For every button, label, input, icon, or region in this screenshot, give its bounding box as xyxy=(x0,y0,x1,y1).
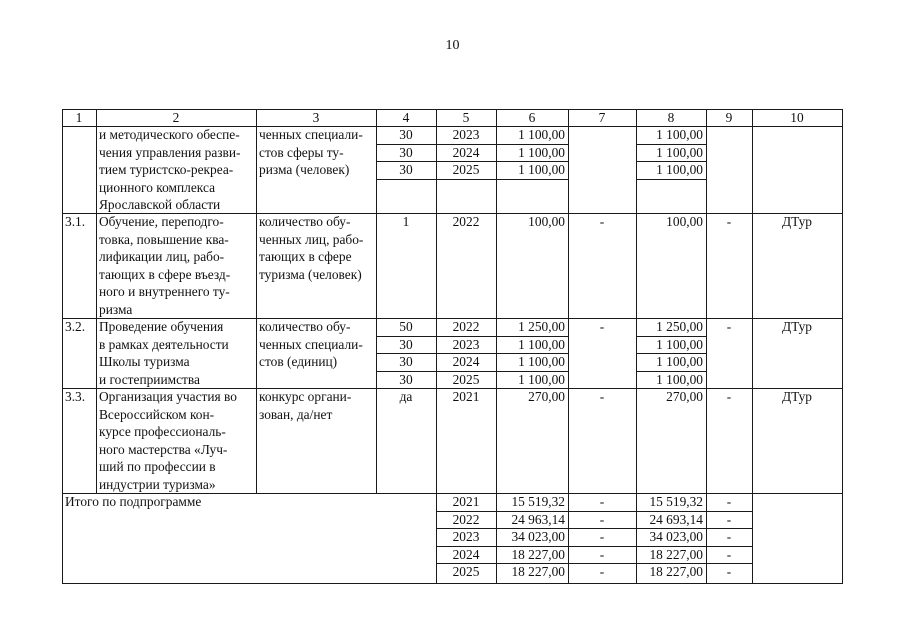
total-federal-cell: - xyxy=(599,529,605,544)
total-funding-cell: 270,00 xyxy=(528,389,565,404)
federal-funding-cell xyxy=(568,353,636,371)
regional-funding-cell: 1 100,00 xyxy=(656,336,703,352)
activity-name-line: Всероссийском кон- xyxy=(99,406,215,422)
indicator-line: ченных специали- xyxy=(259,127,363,142)
column-header: 6 xyxy=(528,110,536,125)
total-year-cell: 2023 xyxy=(452,529,480,544)
column-header: 7 xyxy=(598,110,606,125)
regional-funding-cell: 100,00 xyxy=(666,214,703,229)
federal-funding-cell xyxy=(568,336,636,354)
activity-name-line: курсе профессиональ- xyxy=(99,424,226,439)
indicator-line: туризма (человек) xyxy=(259,266,362,282)
total-regional-cell: 18 227,00 xyxy=(649,546,703,562)
regional-funding-cell: 1 100,00 xyxy=(656,127,703,142)
total-sum-cell: 34 023,00 xyxy=(511,529,565,544)
total-federal-cell: - xyxy=(599,564,605,579)
grid-line xyxy=(568,213,569,319)
indicator-value: да xyxy=(399,389,413,404)
grid-line xyxy=(62,109,843,110)
indicator-line: зован, да/нет xyxy=(259,406,333,422)
total-funding-cell: 1 100,00 xyxy=(518,371,565,387)
grid-line xyxy=(706,318,707,389)
grid-line xyxy=(706,388,707,494)
year-cell: 2024 xyxy=(452,354,480,369)
grid-line xyxy=(256,213,257,319)
other-funding-cell xyxy=(706,336,752,354)
grid-line xyxy=(568,318,569,389)
year-cell: 2023 xyxy=(452,127,480,142)
total-other-cell: - xyxy=(726,546,732,562)
column-header: 3 xyxy=(312,110,320,125)
regional-funding-cell: 270,00 xyxy=(666,389,703,404)
grid-line xyxy=(62,493,63,584)
indicator-line: тающих в сфере xyxy=(259,249,352,264)
year-cell: 2022 xyxy=(452,214,480,229)
total-other-cell: - xyxy=(726,511,732,527)
grid-line xyxy=(636,109,637,127)
total-year-cell: 2021 xyxy=(452,494,480,509)
federal-funding-cell xyxy=(568,126,636,144)
grid-line xyxy=(496,318,497,389)
grid-line xyxy=(436,318,437,389)
column-header: 2 xyxy=(172,110,180,125)
column-header: 9 xyxy=(725,110,733,125)
grid-line xyxy=(96,388,97,494)
total-federal-cell: - xyxy=(599,546,605,562)
grid-line xyxy=(568,493,569,584)
grid-line xyxy=(376,179,569,180)
grid-line xyxy=(256,318,257,389)
grid-line xyxy=(496,109,497,127)
year-cell: 2022 xyxy=(452,319,480,334)
activity-name-line: лификации лиц, рабо- xyxy=(99,249,225,264)
regional-funding-cell: 1 100,00 xyxy=(656,354,703,369)
other-funding-cell xyxy=(706,353,752,371)
activity-name-line: товка, повышение ква- xyxy=(99,231,229,247)
activity-name-line: ного и внутреннего ту- xyxy=(99,284,230,299)
data-table xyxy=(62,109,843,580)
column-header: 5 xyxy=(462,110,470,125)
grid-line xyxy=(842,493,843,584)
indicator-line: стов (единиц) xyxy=(259,354,338,369)
grid-line xyxy=(256,109,257,127)
activity-name-line: ший по профессии в xyxy=(99,459,216,474)
federal-funding-cell: - xyxy=(599,319,605,334)
grid-line xyxy=(62,126,63,214)
grid-line xyxy=(376,318,377,389)
grid-line xyxy=(436,213,437,319)
regional-funding-cell: 1 250,00 xyxy=(656,319,703,334)
total-funding-cell: 100,00 xyxy=(528,214,565,229)
grid-line xyxy=(706,493,707,584)
indicator-value: 30 xyxy=(399,336,413,352)
indicator-value: 1 xyxy=(402,214,410,229)
activity-name-line: ризма xyxy=(99,301,133,317)
total-sum-cell: 18 227,00 xyxy=(511,546,565,562)
grid-line xyxy=(62,318,63,389)
total-funding-cell: 1 100,00 xyxy=(518,162,565,177)
grid-line xyxy=(62,388,63,494)
grid-line xyxy=(568,109,569,127)
grid-line xyxy=(376,126,377,214)
grid-line xyxy=(436,388,437,494)
grid-line xyxy=(842,126,843,214)
indicator-value: 30 xyxy=(399,371,413,387)
grid-line xyxy=(436,493,437,584)
total-funding-cell: 1 100,00 xyxy=(518,144,565,160)
total-regional-cell: 24 693,14 xyxy=(649,511,703,527)
year-cell: 2025 xyxy=(452,162,480,177)
grid-line xyxy=(96,318,97,389)
grid-line xyxy=(706,109,707,127)
indicator-value: 30 xyxy=(399,162,413,177)
federal-funding-cell: - xyxy=(599,214,605,229)
grid-line xyxy=(636,213,637,319)
other-funding-cell xyxy=(706,161,752,179)
activity-name-line: и гостеприимства xyxy=(99,371,200,387)
activity-name-line: Школы туризма xyxy=(99,354,190,369)
indicator-line: количество обу- xyxy=(259,214,351,229)
grid-line xyxy=(96,126,97,214)
page-number: 10 xyxy=(445,38,460,53)
executor-cell: ДТур xyxy=(781,319,813,334)
federal-funding-cell xyxy=(568,144,636,162)
grid-line xyxy=(568,126,569,214)
total-year-cell: 2022 xyxy=(452,511,480,527)
grid-line xyxy=(706,126,707,214)
activity-name-line: Проведение обучения xyxy=(99,319,224,334)
grid-line xyxy=(62,213,63,319)
indicator-line: ченных лиц, рабо- xyxy=(259,231,364,247)
other-funding-cell xyxy=(706,144,752,162)
grid-line xyxy=(496,388,497,494)
year-cell: 2023 xyxy=(452,336,480,352)
activity-name-line: тающих в сфере въезд- xyxy=(99,266,231,282)
grid-line xyxy=(706,213,707,319)
total-sum-cell: 18 227,00 xyxy=(511,564,565,579)
other-funding-cell xyxy=(706,371,752,389)
total-federal-cell: - xyxy=(599,511,605,527)
indicator-line: количество обу- xyxy=(259,319,351,334)
indicator-line: стов сферы ту- xyxy=(259,144,344,160)
indicator-value: 30 xyxy=(399,144,413,160)
activity-name-line: ционного комплекса xyxy=(99,179,216,195)
total-other-cell: - xyxy=(726,529,732,544)
grid-line xyxy=(376,388,377,494)
total-sum-cell: 24 963,14 xyxy=(511,511,565,527)
grid-line xyxy=(376,109,377,127)
grid-line xyxy=(752,109,753,127)
column-header: 10 xyxy=(790,110,804,125)
grid-line xyxy=(496,213,497,319)
grid-line xyxy=(436,109,437,127)
total-funding-cell: 1 100,00 xyxy=(518,336,565,352)
grid-line xyxy=(636,179,707,180)
other-funding-cell: - xyxy=(726,389,732,404)
indicator-value: 30 xyxy=(399,354,413,369)
indicator-line: конкурс органи- xyxy=(259,389,352,404)
grid-line xyxy=(496,493,497,584)
federal-funding-cell xyxy=(568,371,636,389)
grid-line xyxy=(842,388,843,494)
executor-cell: ДТур xyxy=(781,214,813,229)
activity-name-line: ного мастерства «Луч- xyxy=(99,441,228,457)
grid-line xyxy=(436,126,437,214)
grid-line xyxy=(752,318,753,389)
total-other-cell: - xyxy=(726,494,732,509)
grid-line xyxy=(636,493,637,584)
other-funding-cell: - xyxy=(726,214,732,229)
executor-cell: ДТур xyxy=(781,389,813,404)
regional-funding-cell: 1 100,00 xyxy=(656,371,703,387)
activity-name-line: чения управления разви- xyxy=(99,144,241,160)
total-regional-cell: 15 519,32 xyxy=(649,494,703,509)
column-header: 8 xyxy=(667,110,675,125)
grid-line xyxy=(752,126,753,214)
activity-name-line: и методического обеспе- xyxy=(99,127,240,142)
year-cell: 2021 xyxy=(452,389,480,404)
grid-line xyxy=(842,213,843,319)
grid-line xyxy=(842,109,843,127)
grid-line xyxy=(496,126,497,214)
grid-line xyxy=(376,213,377,319)
regional-funding-cell: 1 100,00 xyxy=(656,162,703,177)
grid-line xyxy=(636,126,637,214)
grid-line xyxy=(752,493,753,584)
total-funding-cell: 1 100,00 xyxy=(518,354,565,369)
federal-funding-cell xyxy=(568,161,636,179)
row-number: 3.1. xyxy=(65,214,86,229)
grid-line xyxy=(842,318,843,389)
executor-cell xyxy=(752,126,842,144)
total-other-cell: - xyxy=(726,564,732,579)
grid-line xyxy=(752,388,753,494)
total-label: Итого по подпрограмме xyxy=(65,494,202,509)
indicator-value: 50 xyxy=(399,319,413,334)
grid-line xyxy=(62,583,843,584)
total-regional-cell: 34 023,00 xyxy=(649,529,703,544)
column-header: 1 xyxy=(75,110,83,125)
grid-line xyxy=(256,388,257,494)
regional-funding-cell: 1 100,00 xyxy=(656,144,703,160)
indicator-line: ризма (человек) xyxy=(259,162,350,177)
column-header: 4 xyxy=(402,110,410,125)
total-year-cell: 2024 xyxy=(452,546,480,562)
year-cell: 2024 xyxy=(452,144,480,160)
federal-funding-cell: - xyxy=(599,389,605,404)
indicator-value: 30 xyxy=(399,127,413,142)
year-cell: 2025 xyxy=(452,371,480,387)
total-sum-cell: 15 519,32 xyxy=(511,494,565,509)
activity-name-line: индустрии туризма» xyxy=(99,476,216,492)
total-funding-cell: 1 100,00 xyxy=(518,127,565,142)
total-regional-cell: 18 227,00 xyxy=(649,564,703,579)
activity-name-line: Обучение, переподго- xyxy=(99,214,224,229)
row-number: 3.2. xyxy=(65,319,86,334)
activity-name-line: Ярославской области xyxy=(99,197,221,212)
grid-line xyxy=(256,126,257,214)
grid-line xyxy=(568,388,569,494)
row-number: 3.3. xyxy=(65,389,86,404)
grid-line xyxy=(636,388,637,494)
activity-name-line: тием туристско-рекреа- xyxy=(99,162,234,177)
activity-name-line: в рамках деятельности xyxy=(99,336,229,352)
other-funding-cell xyxy=(706,126,752,144)
activity-name-line: Организация участия во xyxy=(99,389,237,404)
grid-line xyxy=(636,318,637,389)
grid-line xyxy=(96,213,97,319)
total-year-cell: 2025 xyxy=(452,564,480,579)
total-funding-cell: 1 250,00 xyxy=(518,319,565,334)
total-federal-cell: - xyxy=(599,494,605,509)
grid-line xyxy=(96,109,97,127)
row-number xyxy=(62,126,96,213)
grid-line xyxy=(62,109,63,127)
indicator-line: ченных специали- xyxy=(259,336,363,352)
grid-line xyxy=(752,213,753,319)
other-funding-cell: - xyxy=(726,319,732,334)
